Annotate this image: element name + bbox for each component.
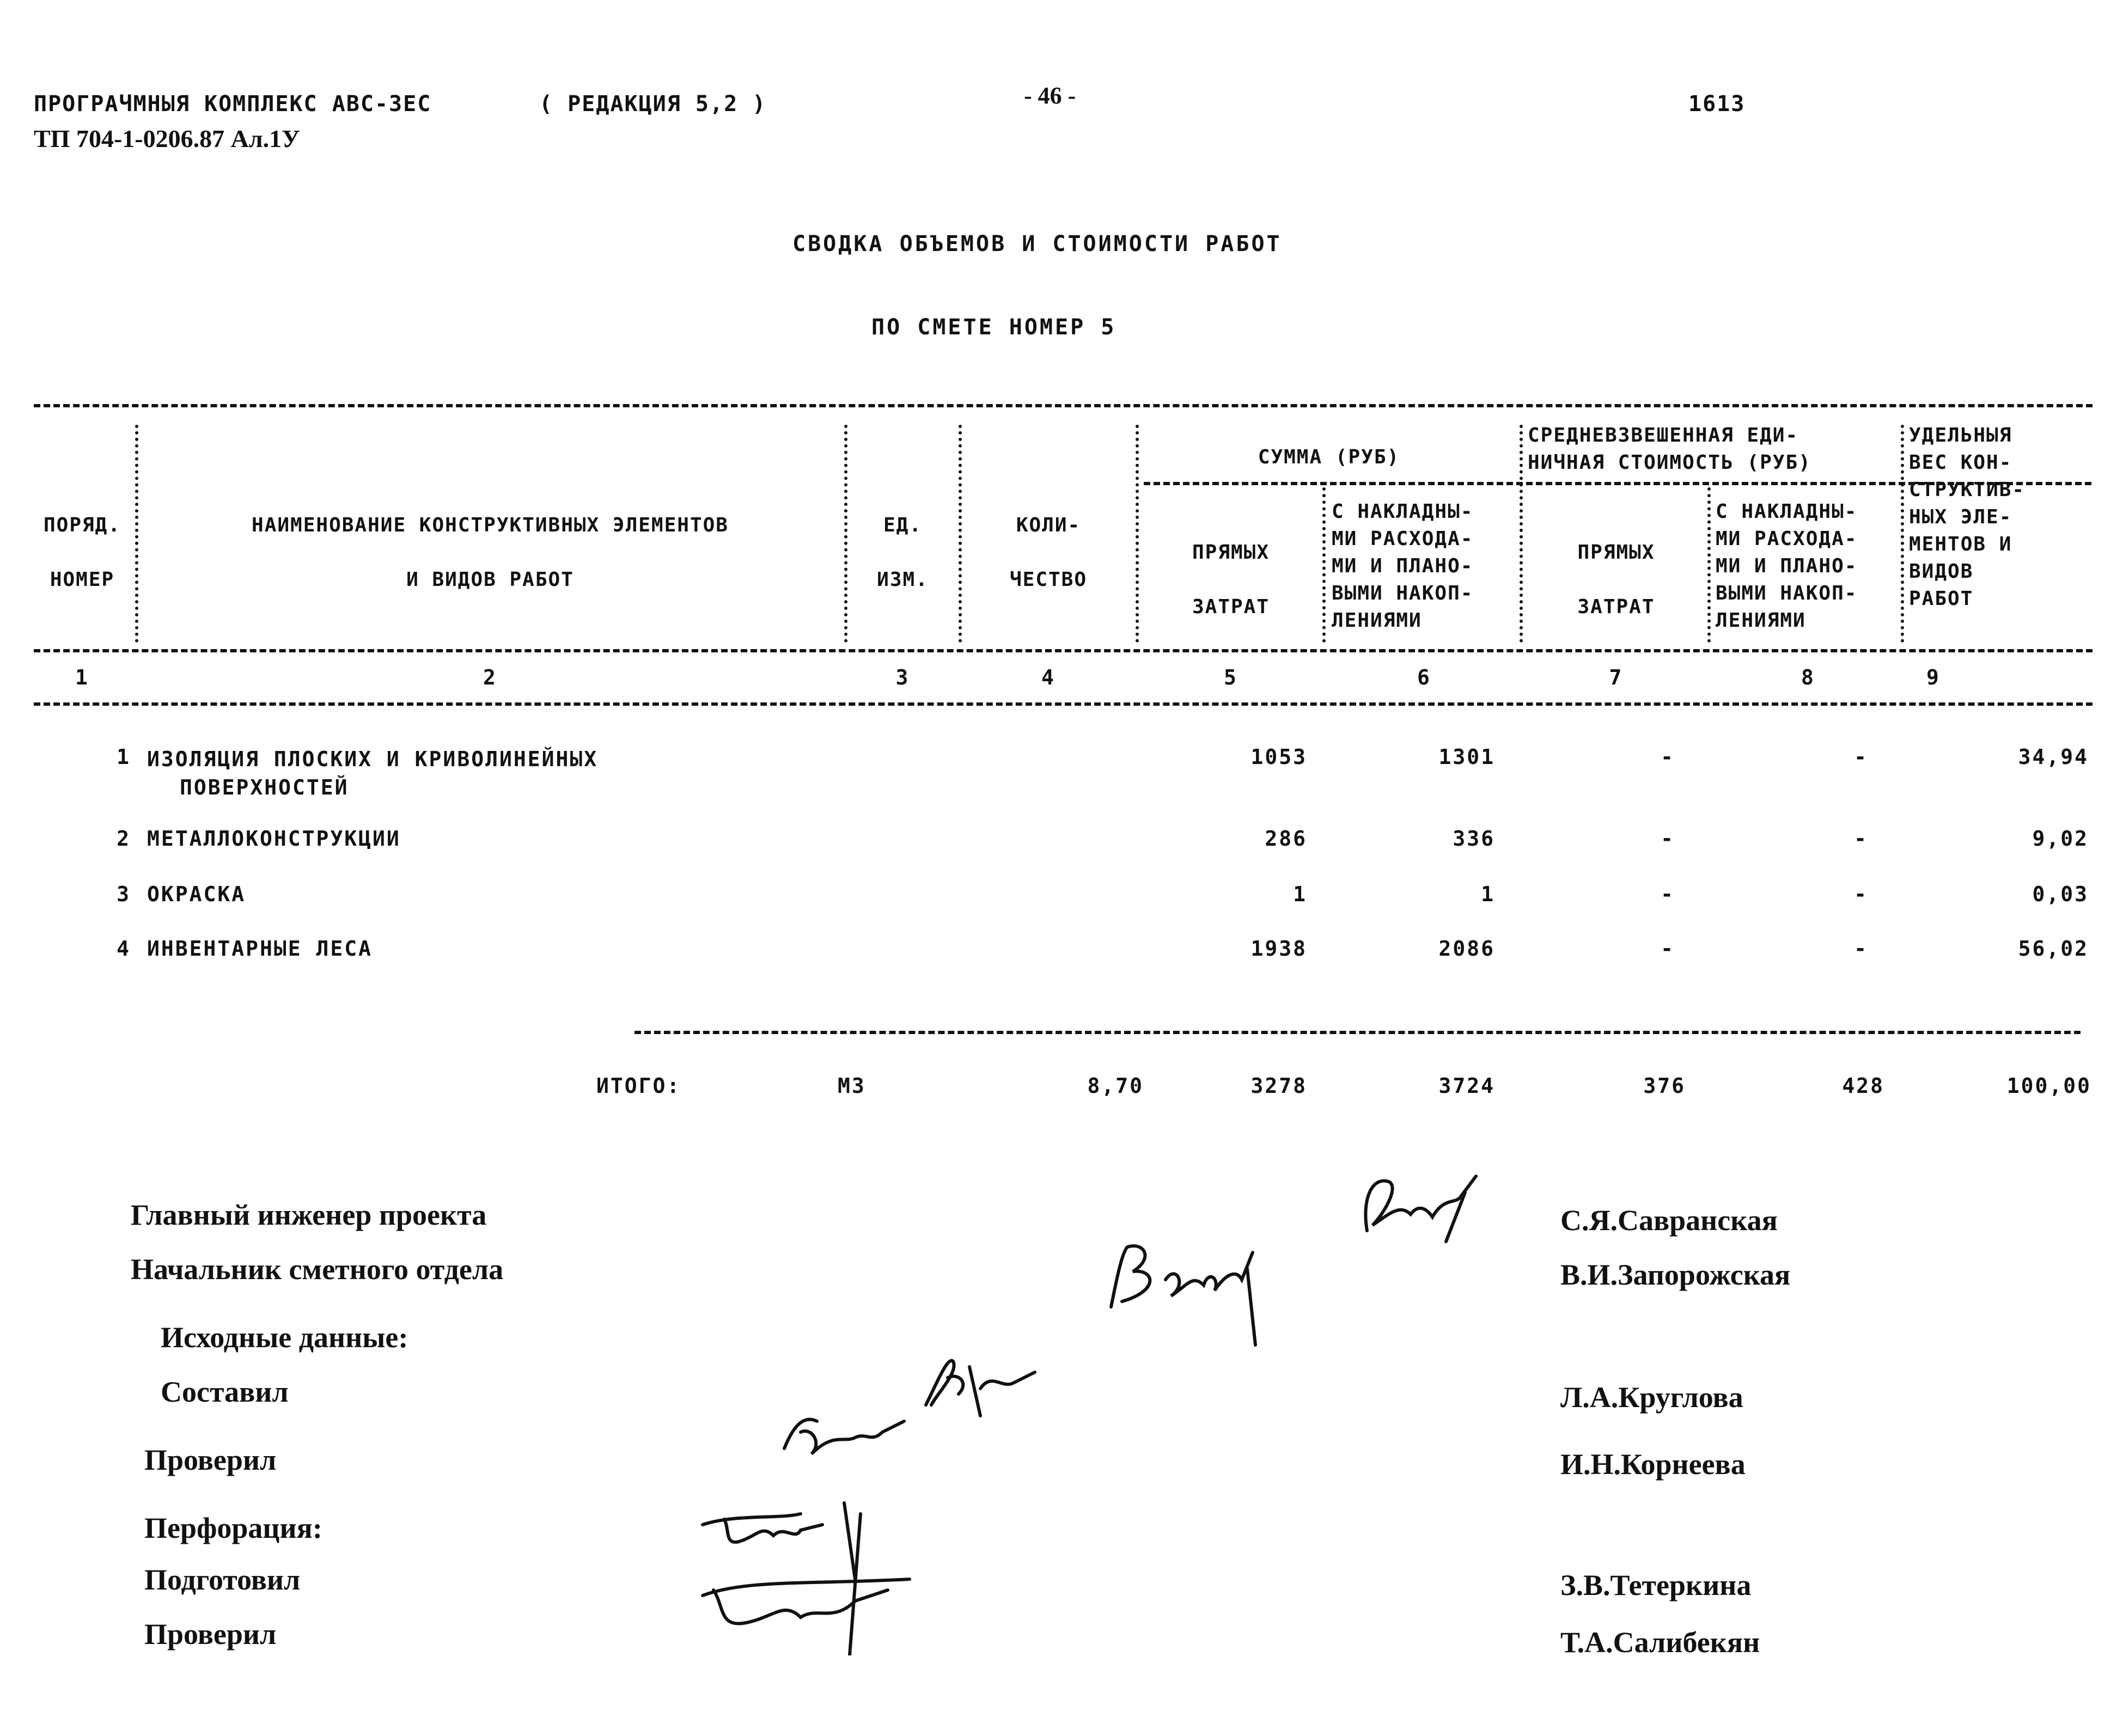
vsep-1 <box>135 425 138 643</box>
vsep-2 <box>844 425 847 643</box>
name-estimate-head: В.И.Запорожская <box>1560 1258 1791 1291</box>
role-source-data: Исходные данные: <box>161 1321 408 1354</box>
total-share: 100,00 <box>2006 1074 2091 1098</box>
table-cell-avg-direct: - <box>1661 937 1675 961</box>
table-row-num: 1 <box>117 745 131 769</box>
project-code: ТП 704-1-0206.87 Ал.1У <box>34 125 300 152</box>
col4-header: КОЛИ- ЧЕСТВО <box>1009 514 1088 591</box>
role-checked-2: Проверил <box>144 1618 277 1651</box>
role-chief-engineer: Главный инженер проекта <box>131 1199 487 1231</box>
table-cell-overhead: 2086 <box>1438 937 1495 961</box>
vsep-6 <box>1520 425 1523 643</box>
table-cell-overhead: 336 <box>1453 827 1495 851</box>
table-row-name: ИНВЕНТАРНЫЕ ЛЕСА <box>147 937 373 961</box>
handwritten-signature-perforation <box>692 1492 953 1655</box>
table-cell-avg-direct: - <box>1661 827 1675 851</box>
colnum-5: 5 <box>1224 665 1238 689</box>
role-compiled: Составил <box>161 1376 289 1408</box>
colnum-bottom-rule <box>34 702 2093 706</box>
program-name: ПРОГРАЧМНЫЯ КОМПЛЕКС АВС-ЗЕС <box>34 91 432 117</box>
document-subtitle: ПО СМЕТЕ НОМЕР 5 <box>871 315 1117 340</box>
sum-group-header: СУММА (РУБ) <box>1258 446 1400 468</box>
total-overhead: 3724 <box>1438 1074 1495 1098</box>
colnum-3: 3 <box>895 665 910 689</box>
name-checked: И.Н.Корнеева <box>1560 1448 1746 1481</box>
colnum-6: 6 <box>1417 665 1431 689</box>
total-label: ИТОГО: <box>596 1074 681 1098</box>
col6-header: С НАКЛАДНЫ- МИ РАСХОДА- МИ И ПЛАНО- ВЫМИ НАКОП- ЛЕНИЯМИ <box>1332 500 1474 632</box>
colnum-2: 2 <box>483 665 497 689</box>
role-perforation: Перфорация: <box>144 1512 322 1544</box>
sheet-code: 1613 <box>1688 91 1746 117</box>
colnum-7: 7 <box>1609 665 1624 689</box>
vsep-7 <box>1707 487 1711 643</box>
page-number: - 46 - <box>1024 82 1076 109</box>
header-bottom-rule <box>34 649 2093 652</box>
table-cell-avg-direct: - <box>1661 882 1675 906</box>
table-cell-share: 9,02 <box>2032 827 2089 851</box>
table-cell-avg-overhead: - <box>1854 937 1868 961</box>
avg-group-header: СРЕДНЕВЗВЕШЕННАЯ ЕДИ- НИЧНАЯ СТОИМОСТЬ (РУБ) <box>1528 424 1811 474</box>
colnum-9: 9 <box>1926 665 1941 689</box>
name-prepared: З.В.Тетеркина <box>1560 1569 1752 1601</box>
table-cell-direct: 1053 <box>1250 745 1307 769</box>
table-cell-overhead: 1 <box>1481 882 1495 906</box>
document-title: СВОДКА ОБЪЕМОВ И СТОИМОСТИ РАБОТ <box>792 231 1282 256</box>
table-cell-share: 34,94 <box>2018 745 2089 769</box>
name-checked-2: Т.А.Салибекян <box>1560 1626 1760 1659</box>
handwritten-signature-compiled <box>762 1340 1046 1487</box>
table-cell-share: 0,03 <box>2032 882 2089 906</box>
col3-header: ЕД. ИЗМ. <box>877 514 929 591</box>
vsep-3 <box>959 425 962 643</box>
colnum-8: 8 <box>1801 665 1815 689</box>
total-quantity: 8,70 <box>1087 1074 1144 1098</box>
colnum-4: 4 <box>1041 665 1056 689</box>
role-estimate-head: Начальник сметного отдела <box>131 1253 504 1286</box>
table-row-num: 3 <box>117 882 131 906</box>
role-checked: Проверил <box>144 1444 277 1476</box>
total-direct: 3278 <box>1250 1074 1307 1098</box>
total-avg-direct: 376 <box>1643 1074 1686 1098</box>
handwritten-signature-chief <box>1351 1165 1492 1252</box>
col5-header: ПРЯМЫХ ЗАТРАТ <box>1192 541 1270 618</box>
vsep-5 <box>1322 487 1326 643</box>
col2-header: НАИМЕНОВАНИЕ КОНСТРУКТИВНЫХ ЭЛЕМЕНТОВ И ВИДОВ РАБОТ <box>252 514 729 591</box>
col7-header: ПРЯМЫХ ЗАТРАТ <box>1577 541 1655 618</box>
edition-label: ( РЕДАКЦИЯ 5,2 ) <box>539 91 767 117</box>
table-cell-avg-overhead: - <box>1854 882 1868 906</box>
table-cell-direct: 1938 <box>1250 937 1307 961</box>
table-row-name: ОКРАСКА <box>147 882 246 906</box>
table-row-name: ИЗОЛЯЦИЯ ПЛОСКИХ И КРИВОЛИНЕЙНЫХ ПОВЕРХНОСТЕЙ <box>147 747 599 799</box>
table-row-num: 4 <box>117 937 131 961</box>
table-cell-avg-direct: - <box>1661 745 1675 769</box>
table-cell-direct: 1 <box>1293 882 1307 906</box>
name-compiled: Л.А.Круглова <box>1560 1381 1743 1414</box>
table-row-num: 2 <box>117 827 131 851</box>
table-cell-avg-overhead: - <box>1854 745 1868 769</box>
total-unit: МЗ <box>838 1074 866 1098</box>
colnum-1: 1 <box>75 665 89 689</box>
table-cell-overhead: 1301 <box>1438 745 1495 769</box>
table-row-name: МЕТАЛЛОКОНСТРУКЦИИ <box>147 827 401 851</box>
col1-header: ПОРЯД. НОМЕР <box>43 514 121 591</box>
table-cell-avg-overhead: - <box>1854 827 1868 851</box>
role-prepared: Подготовил <box>144 1563 301 1596</box>
table-cell-share: 56,02 <box>2018 937 2089 961</box>
table-top-rule <box>34 404 2093 407</box>
col8-header: С НАКЛАДНЫ- МИ РАСХОДА- МИ И ПЛАНО- ВЫМИ НАКОП- ЛЕНИЯМИ <box>1716 500 1858 632</box>
total-avg-overhead: 428 <box>1842 1074 1884 1098</box>
col9-header: УДЕЛЬНЫЯ ВЕС КОН- СТРУКТИВ- НЫХ ЭЛЕ- МЕНТОВ И ВИДОВ РАБОТ <box>1909 424 2026 610</box>
vsep-8 <box>1901 425 1904 643</box>
table-cell-direct: 286 <box>1265 827 1307 851</box>
vsep-4 <box>1136 425 1139 643</box>
handwritten-signature-estimate-head <box>1100 1220 1274 1350</box>
name-chief-engineer: С.Я.Савранская <box>1560 1204 1778 1237</box>
total-rule <box>635 1031 2081 1034</box>
